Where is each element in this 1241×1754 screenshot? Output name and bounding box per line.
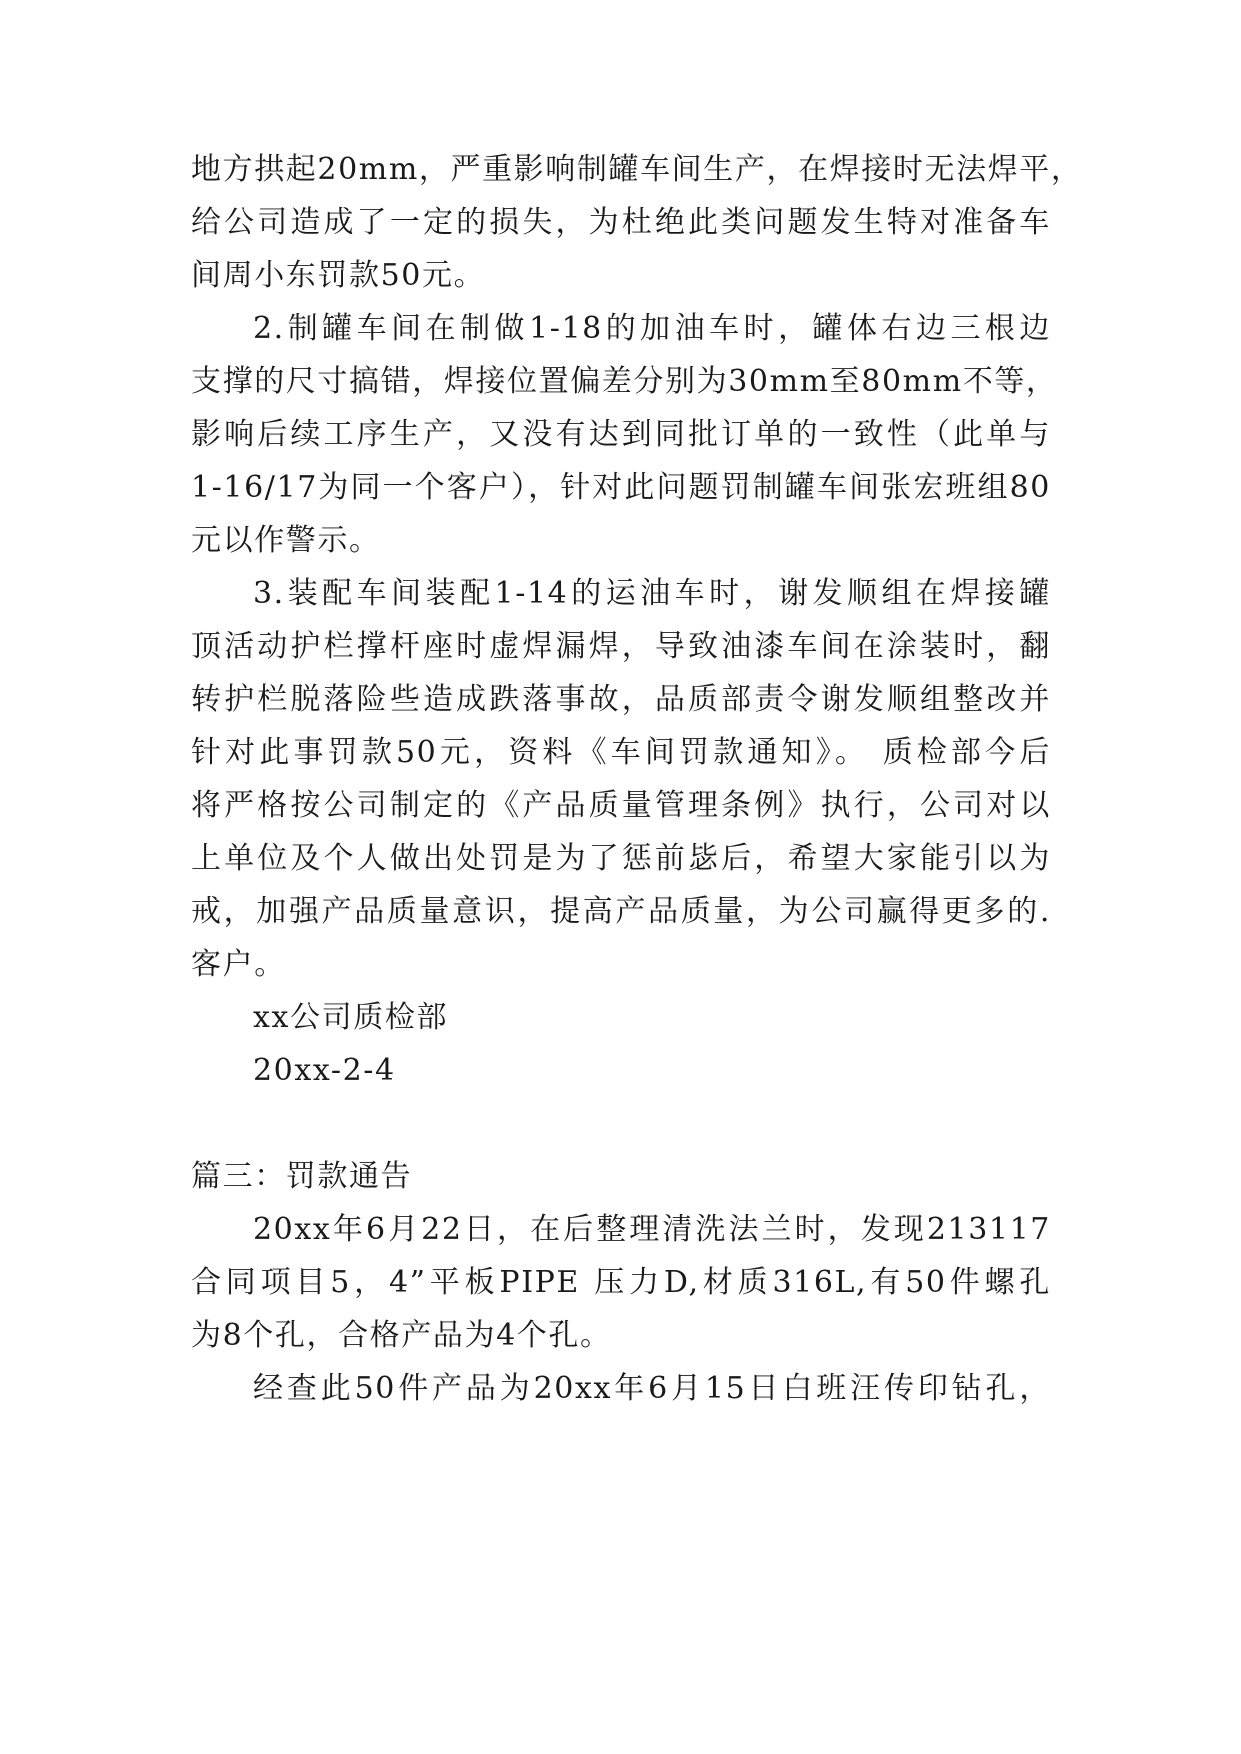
text-line: 将严格按公司制定的《产品质量管理条例》执行，公司对以 — [191, 788, 1051, 823]
text-line: 1-16/17为同一个客户），针对此问题罚制罐车间张宏班组80 — [191, 470, 1051, 505]
text-line: 戒，加强产品质量意识，提高产品质量，为公司赢得更多的. — [191, 894, 1051, 929]
text-line: 地方拱起20mm，严重影响制罐车间生产，在焊接时无法焊平， — [191, 152, 1083, 187]
text-line: 20xx年6月22日，在后整理清洗法兰时，发现213117 — [253, 1212, 1051, 1247]
text-line: 间周小东罚款50元。 — [191, 258, 486, 293]
text-line: 顶活动护栏撑杆座时虚焊漏焊，导致油漆车间在涂装时，翻 — [191, 629, 1051, 664]
text-line: 给公司造成了一定的损失，为杜绝此类问题发生特对准备车 — [191, 205, 1051, 240]
text-line: 上单位及个人做出处罚是为了惩前毖后，希望大家能引以为 — [191, 841, 1051, 876]
text-line: 支撑的尺寸搞错，焊接位置偏差分别为30mm至80mm不等， — [191, 364, 1058, 399]
text-line: 元以作警示。 — [191, 523, 381, 558]
signature-date: 20xx-2-4 — [253, 1053, 396, 1088]
text-line: 2.制罐车间在制做1-18的加油车时，罐体右边三根边 — [253, 311, 1051, 346]
text-line: 针对此事罚款50元，资料《车间罚款通知》。 质检部今后 — [191, 735, 1051, 770]
section-heading: 篇三：罚款通告 — [191, 1159, 413, 1194]
text-line: 经查此50件产品为20xx年6月15日白班汪传印钻孔， — [253, 1371, 1051, 1406]
signature-org: xx公司质检部 — [253, 1000, 449, 1035]
text-line: 3.装配车间装配1-14的运油车时，谢发顺组在焊接罐 — [253, 576, 1051, 611]
text-line: 合同项目5，4”平板PIPE 压力D,材质316L,有50件螺孔 — [191, 1265, 1051, 1300]
text-line: 转护栏脱落险些造成跌落事故，品质部责令谢发顺组整改并 — [191, 682, 1051, 717]
text-line: 为8个孔，合格产品为4个孔。 — [191, 1318, 612, 1353]
text-line: 客户。 — [191, 947, 286, 982]
text-line: 影响后续工序生产，又没有达到同批订单的一致性（此单与 — [191, 417, 1051, 452]
